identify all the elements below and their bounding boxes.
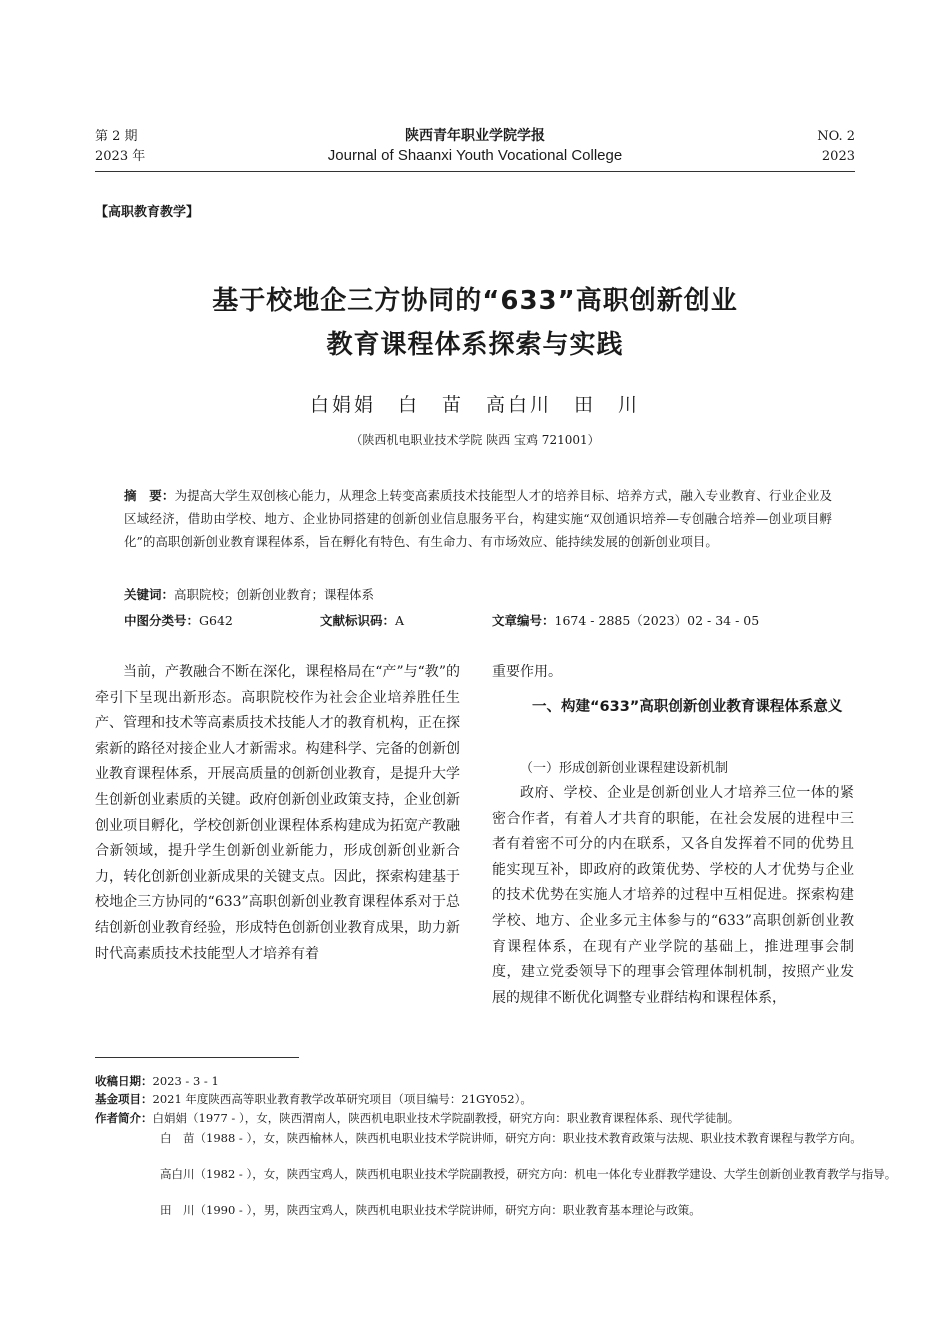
keywords-text: 高职院校；创新创业教育；课程体系: [174, 587, 375, 602]
author-bio-2: [95, 1128, 920, 1148]
clc-label: 中图分类号：: [124, 613, 200, 628]
fund-value: 2021 年度陕西高等职业教育教学改革研究项目（项目编号：21GY052）。: [152, 1092, 532, 1106]
article-number-value: 1674 - 2885（2023）02 - 34 - 05: [554, 613, 760, 628]
paper-title-line2: 教育课程体系探索与实践: [326, 330, 624, 360]
body-left-paragraph: 当前，产教融合不断在深化，课程格局在“产”与“教”的牵引下呈现出新形态。高职院校作为社会企业培养胜任生产、管理和技术等高素质技术技能人才的教育机构，正在探索新的路径对接企业人才新需求。构建科学、完备的创新创业教育课程体系，开展高质量的创新创业教育，是提升大学生创新创业素质的关键。政府创新创业政策支持，企业创新创业项目孵化，学校创新创业课程体系构建成为拓宽产教融合新领域，提升学生创新创业新能力，形成创新创业新合力，转化创新创业新成果的关键支点。因此，探索构建基于校地企三方协同的“633”高职创新创业教育课程体系对于总结创新创业教育经验，形成特色创新创业教育成果，助力新时代高素质技术技能型人才培养有着: [95, 664, 460, 962]
received-value: 2023 - 3 - 1: [152, 1074, 219, 1088]
issue-number-left: 第 2 期: [95, 129, 138, 144]
bio-text-1: 白娟娟（1977 - ），女，陕西渭南人，陕西机电职业技术学院副教授，研究方向：职业教育课程体系、现代学徒制。: [152, 1111, 740, 1125]
body-right-paragraph: 政府、学校、企业是创新创业人才培养三位一体的紧密合作者，有着人才共育的职能，在社会发展的进程中三者有着密不可分的内在联系，又各自发挥着不同的优势且能实现互补，即政府的政策优势、学校的人才优势与企业的技术优势在实施人才培养的过程中互相促进。探索构建学校、地方、企业多元主体参与的“633”高职创新创业教育课程体系，在现有产业学院的基础上，推进理事会制度，建立党委领导下的理事会管理体制机制，按照产业发展的规律不断优化调整专业群结构和课程体系，: [492, 785, 854, 1006]
fund-label: 基金项目：: [95, 1092, 153, 1106]
bio-text-2: 白 苗（1988 - ），女，陕西榆林人，陕西机电职业技术学院讲师，研究方向：职业技术教育政策与法规、职业技术教育课程与教学方向。: [160, 1131, 862, 1145]
section-heading-1: 一、构建“633”高职创新创业教育课程体系意义: [532, 699, 843, 715]
issue-number-right: NO. 2: [817, 129, 855, 144]
header-divider: [95, 171, 855, 172]
abstract: [124, 484, 832, 553]
doc-code: [320, 610, 404, 632]
keywords: [124, 584, 374, 606]
clc-number: [124, 610, 233, 632]
article-number: [492, 610, 759, 632]
abstract-text: 为提高大学生双创核心能力，从理念上转变高素质技术技能型人才的培养目标、培养方式，融入专业教育、行业企业及区域经济，借助由学校、地方、企业协同搭建的创新创业信息服务平台，构建实施“双创通识培养—专创融合培养—创业项目孵化”的高职创新创业教育课程体系，旨在孵化有特色、有生命力、有市场效应、能持续发展的创新创业项目。: [124, 488, 832, 549]
article-number-label: 文章编号：: [492, 613, 555, 628]
fund-project: [95, 1089, 855, 1109]
doc-code-value: A: [395, 613, 405, 628]
received-label: 收稿日期：: [95, 1074, 153, 1088]
received-date: [95, 1071, 855, 1091]
year-right: 2023: [821, 149, 855, 164]
year-left: 2023 年: [95, 149, 146, 164]
journal-title-en: Journal of Shaanxi Youth Vocational College: [327, 147, 623, 164]
affiliation: （陕西机电职业技术学院 陕西 宝鸡 721001）: [350, 433, 600, 447]
issue-info-right: [817, 127, 855, 167]
doc-code-label: 文献标识码：: [320, 613, 396, 628]
bio-text-4: 田 川（1990 - ），男，陕西宝鸡人，陕西机电职业技术学院讲师，研究方向：职业教育基本理论与政策。: [160, 1203, 701, 1217]
journal-title-cn: 陕西青年职业学院学报: [405, 128, 545, 144]
subsection-heading-1: （一）形成创新创业课程建设新机制: [520, 761, 729, 776]
author-bio-4: [95, 1200, 920, 1220]
section-tag: 【高职教育教学】: [95, 205, 200, 220]
keywords-label: 关键词：: [124, 587, 175, 602]
bio-label: 作者简介：: [95, 1111, 153, 1125]
body-right-continuation: 重要作用。: [492, 664, 562, 680]
authors: 白娟娟 白 苗 高白川 田 川: [309, 394, 640, 416]
abstract-label: 摘 要：: [124, 488, 175, 503]
clc-value: G642: [199, 613, 233, 628]
author-bio-1: [95, 1108, 855, 1128]
footnote-divider: [95, 1057, 299, 1058]
paper-title: [0, 279, 950, 367]
author-bio-3: [95, 1164, 920, 1184]
bio-text-3: 高白川（1982 - ），女，陕西宝鸡人，陕西机电职业技术学院副教授，研究方向：机电一体化专业群教学建设、大学生创新创业教育教学与指导。: [160, 1167, 897, 1181]
journal-title: [0, 126, 950, 166]
paper-title-line1: 基于校地企三方协同的“633”高职创新创业: [212, 286, 738, 316]
